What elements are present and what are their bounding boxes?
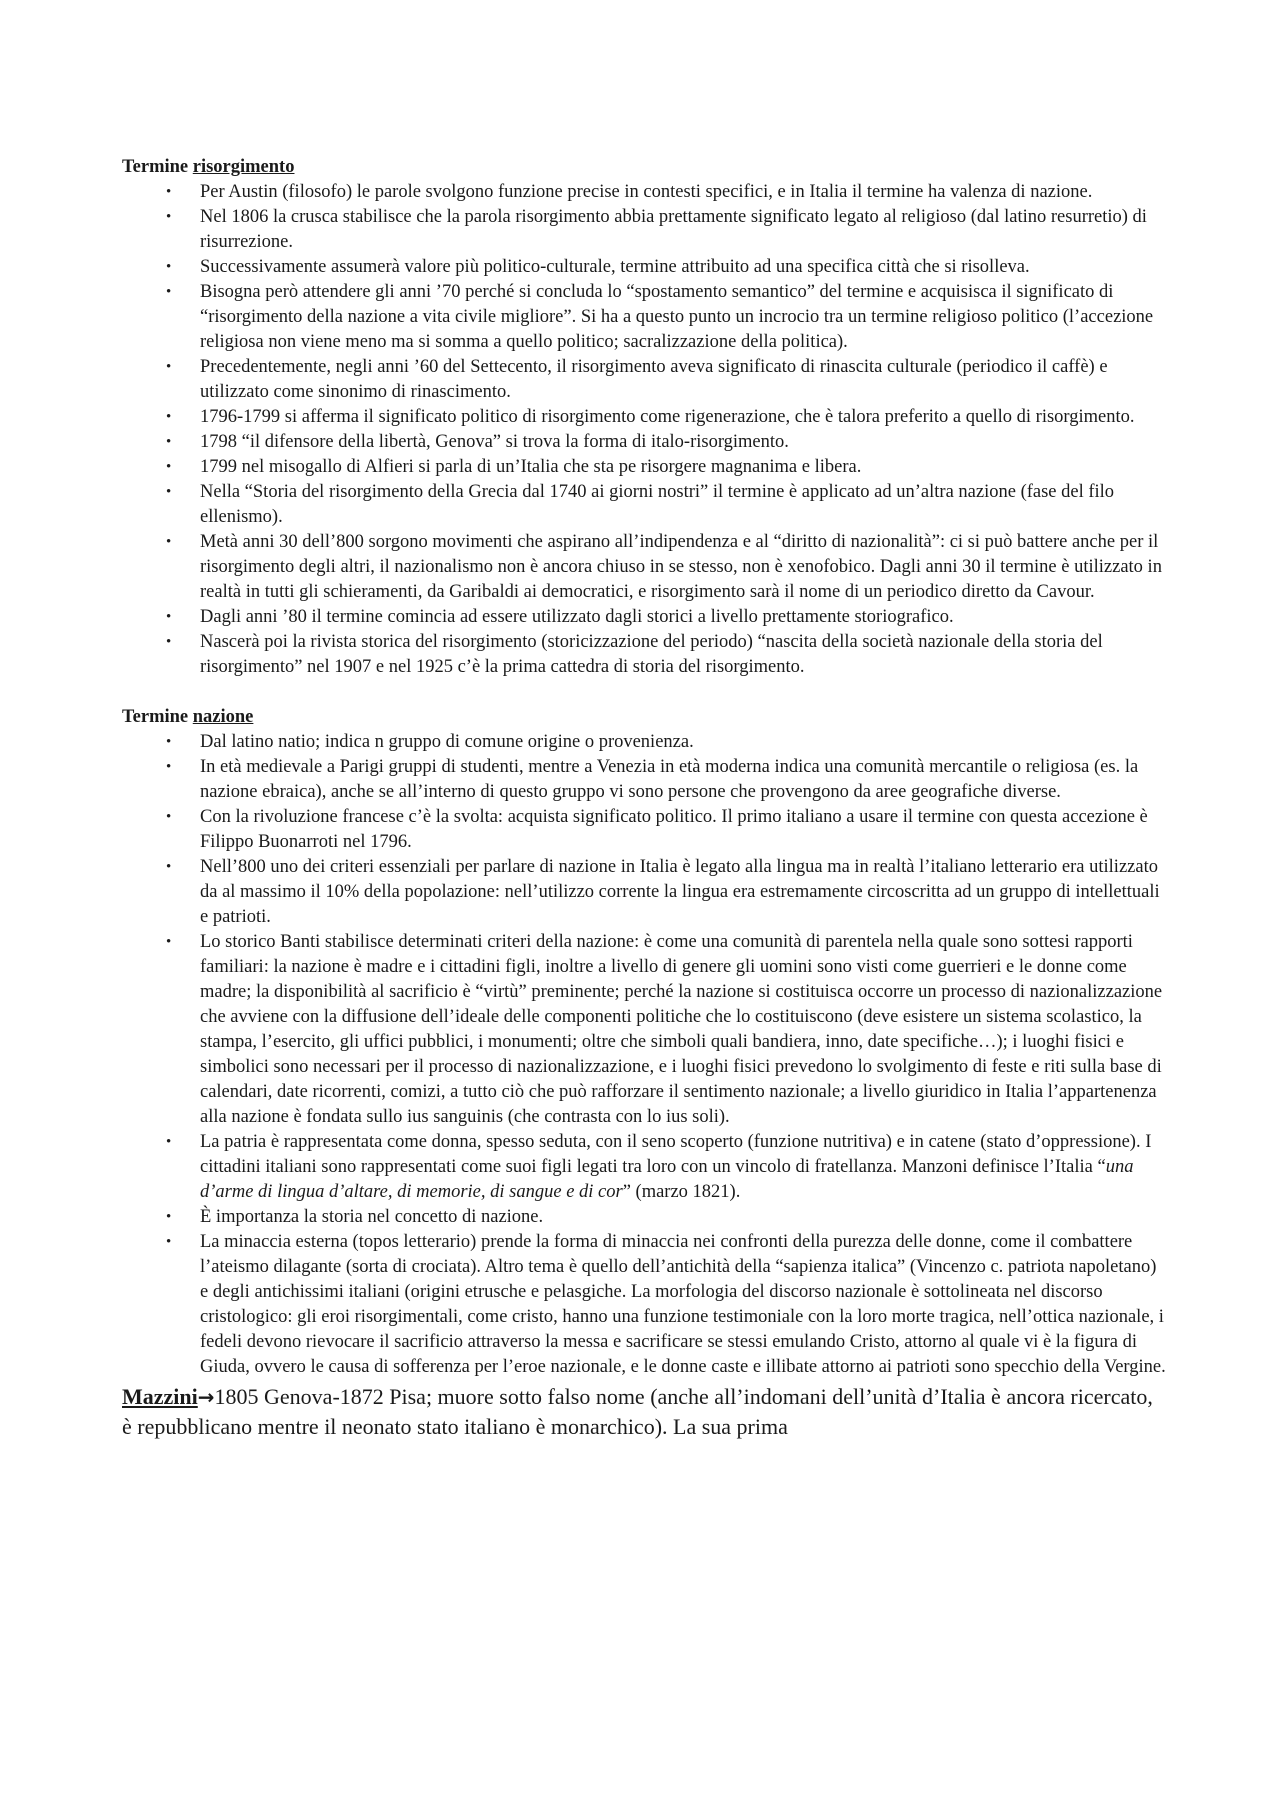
arrow-right-icon: → xyxy=(197,1385,215,1409)
list-item xyxy=(122,255,1167,280)
paragraph-gap xyxy=(122,680,1167,705)
list-item xyxy=(122,855,1167,930)
mazzini-name: Mazzini xyxy=(122,1384,198,1409)
list-item xyxy=(122,280,1167,355)
list-item-text: La minaccia esterna (topos letterario) prende la forma di minaccia nei confronti della purezza delle donne, come il combattere l’ateismo dilagante (sorta di crociata). Altro tema è quello dell’antichità della “sapienza italica” (Vincenzo c. patriota napoletano) e degli antichissimi italiani (origini etrusche e pelasgiche. La morfologia del discorso nazionale è sottolineata nel discorso cristologico: gli eroi risorgimentali, come cristo, hanno una funzione testimoniale con la loro morte tragica, nell’ottica nazionale, i fedeli devono rievocare il sacrificio attraverso la messa e sacrificare se stessi emulando Cristo, attorno al quale vi è la figura di Giuda, ovvero le causa di sofferenza per l’eroe nazionale, e le donne caste e illibate attorno ai patrioti sono specchio della Vergine. xyxy=(200,1232,1166,1377)
bullet-list-risorgimento xyxy=(122,180,1167,680)
list-item xyxy=(122,530,1167,605)
list-item xyxy=(122,805,1167,855)
list-item-text: Lo storico Banti stabilisce determinati criteri della nazione: è come una comunità di parentela nella quale sono sottesi rapporti familiari: la nazione è madre e i cittadini figli, inoltre a livello di genere gli uomini sono visti come guerrieri e le donne come madre; la disponibilità al sacrificio è “virtù” preminente; perché la nazione si costituisca occorre un processo di nazionalizzazione che avviene con la diffusione dell’ideale delle componenti politiche che lo costituiscono (deve esistere un sistema scolastico, la stampa, l’esercito, gli uffici pubblici, i monumenti; oltre che simboli quali bandiera, inno, date specifiche…); i luoghi fisici e simbolici sono necessari per il processo di nazionalizzazione, e i luoghi fisici prevedono lo svolgimento di feste e riti sulla base di calendari, date ricorrenti, comizi, a tutto ciò che può rafforzare il sentimento nazionale; a livello giuridico in Italia l’appartenenza alla nazione è fondata sullo ius sanguinis (che contrasta con lo ius soli). xyxy=(200,932,1163,1127)
list-item-text: 1799 nel misogallo di Alfieri si parla di un’Italia che sta pe risorgere magnanima e libera. xyxy=(200,457,862,477)
bullet-icon: • xyxy=(166,934,172,950)
bullet-icon: • xyxy=(166,1234,172,1250)
list-item-text: Successivamente assumerà valore più politico-culturale, termine attribuito ad una specifica città che si risolleva. xyxy=(200,257,1030,277)
list-item-text: Dagli anni ’80 il termine comincia ad essere utilizzato dagli storici a livello prettamente storiografico. xyxy=(200,607,954,627)
list-item-text: 1798 “il difensore della libertà, Genova” si trova la forma di italo-risorgimento. xyxy=(200,432,789,452)
list-item xyxy=(122,605,1167,630)
heading-term: nazione xyxy=(192,707,254,727)
list-item-text: Nella “Storia del risorgimento della Grecia dal 1740 ai giorni nostri” il termine è applicato ad un’altra nazione (fase del filo ellenismo). xyxy=(200,482,1115,527)
list-item-text: Con la rivoluzione francese c’è la svolta: acquista significato politico. Il primo italiano a usare il termine con questa accezione è Filippo Buonarroti nel 1796. xyxy=(200,807,1148,852)
list-item xyxy=(122,480,1167,530)
list-item xyxy=(122,205,1167,255)
list-item-text: È importanza la storia nel concetto di nazione. xyxy=(200,1207,544,1227)
list-item-text: Dal latino natio; indica n gruppo di comune origine o provenienza. xyxy=(200,732,694,752)
bullet-icon: • xyxy=(166,534,172,550)
heading-prefix: Termine xyxy=(122,707,193,727)
mazzini-text: 1805 Genova-1872 Pisa; muore sotto falso nome (anche all’indomani dell’unità d’Italia è ancora ricercato, è repubblicano mentre il neonato stato italiano è monarchico). La sua prima xyxy=(122,1384,1153,1439)
bullet-icon: • xyxy=(166,809,172,825)
bullet-icon: • xyxy=(166,409,172,425)
list-item-text: Nell’800 uno dei criteri essenziali per parlare di nazione in Italia è legato alla lingua ma in realtà l’italiano letterario era utilizzato da al massimo il 10% della popolazione: nell’utilizzo corrente la lingua era estremamente circoscritta ad un gruppo di intellettuali e patrioti. xyxy=(200,857,1160,927)
bullet-icon: • xyxy=(166,284,172,300)
list-item xyxy=(122,730,1167,755)
bullet-icon: • xyxy=(166,1134,172,1150)
bullet-icon: • xyxy=(166,459,172,475)
list-item xyxy=(122,355,1167,405)
list-item xyxy=(122,1130,1167,1205)
list-item xyxy=(122,180,1167,205)
list-item xyxy=(122,405,1167,430)
bullet-icon: • xyxy=(166,484,172,500)
list-item xyxy=(122,455,1167,480)
bullet-list-nazione xyxy=(122,730,1167,1380)
bullet-icon: • xyxy=(166,259,172,275)
section-heading-risorgimento xyxy=(122,155,1167,180)
bullet-icon: • xyxy=(166,359,172,375)
bullet-icon: • xyxy=(166,1209,172,1225)
list-item xyxy=(122,930,1167,1130)
list-item-text: ” (marzo 1821). xyxy=(622,1182,741,1202)
bullet-icon: • xyxy=(166,434,172,450)
heading-term: risorgimento xyxy=(192,157,295,177)
list-item-text: Bisogna però attendere gli anni ’70 perché si concluda lo “spostamento semantico” del termine e acquisisca il significato di “risorgimento della nazione a vita civile migliore”. Si ha a questo punto un incrocio tra un termine religioso politico (l’accezione religiosa non viene meno ma si somma a quello politico; sacralizzazione della politica). xyxy=(200,282,1154,352)
manzoni-quote: una d’arme di lingua d’altare, di memorie, di sangue e di cor xyxy=(200,1157,1134,1202)
list-item-text: Nascerà poi la rivista storica del risorgimento (storicizzazione del periodo) “nascita della società nazionale della storia del risorgimento” nel 1907 e nel 1925 c’è la prima cattedra di storia del risorgimento. xyxy=(200,632,1103,677)
list-item xyxy=(122,430,1167,455)
list-item xyxy=(122,755,1167,805)
list-item-text: Per Austin (filosofo) le parole svolgono funzione precise in contesti specifici, e in Italia il termine ha valenza di nazione. xyxy=(200,182,1093,202)
list-item-text: Precedentemente, negli anni ’60 del Settecento, il risorgimento aveva significato di rinascita culturale (periodico il caffè) e utilizzato come sinonimo di rinascimento. xyxy=(200,357,1108,402)
document-content xyxy=(122,155,1167,1442)
list-item xyxy=(122,1205,1167,1230)
list-item-text: Nel 1806 la crusca stabilisce che la parola risorgimento abbia prettamente significato legato al religioso (dal latino resurretio) di risurrezione. xyxy=(200,207,1147,252)
section-heading-nazione xyxy=(122,705,1167,730)
list-item-text: La patria è rappresentata come donna, spesso seduta, con il seno scoperto (funzione nutritiva) e in catene (stato d’oppressione). I cittadini italiani sono rappresentati come suoi figli legati tra loro con un vincolo di fratellanza. Manzoni definisce l’Italia “ xyxy=(200,1132,1152,1177)
bullet-icon: • xyxy=(166,734,172,750)
bullet-icon: • xyxy=(166,184,172,200)
list-item xyxy=(122,630,1167,680)
bullet-icon: • xyxy=(166,209,172,225)
bullet-icon: • xyxy=(166,759,172,775)
mazzini-paragraph xyxy=(122,1382,1167,1442)
bullet-icon: • xyxy=(166,634,172,650)
bullet-icon: • xyxy=(166,609,172,625)
list-item-text: In età medievale a Parigi gruppi di studenti, mentre a Venezia in età moderna indica una comunità mercantile o religiosa (es. la nazione ebraica), anche se all’interno di questo gruppo vi sono persone che provengono da aree geografiche diverse. xyxy=(200,757,1139,802)
bullet-icon: • xyxy=(166,859,172,875)
list-item-text: Metà anni 30 dell’800 sorgono movimenti che aspirano all’indipendenza e al “diritto di nazionalità”: ci si può battere anche per il risorgimento degli altri, il nazionalismo non è ancora chiuso in se stesso, non è xenofobico. Dagli anni 30 il termine è utilizzato in realtà in tutti gli schieramenti, da Garibaldi ai democratici, e risorgimento sarà il nome di un periodico diretto da Cavour. xyxy=(200,532,1162,602)
list-item xyxy=(122,1230,1167,1380)
heading-prefix: Termine xyxy=(122,157,193,177)
list-item-text: 1796-1799 si afferma il significato politico di risorgimento come rigenerazione, che è talora preferito a quello di risorgimento. xyxy=(200,407,1135,427)
